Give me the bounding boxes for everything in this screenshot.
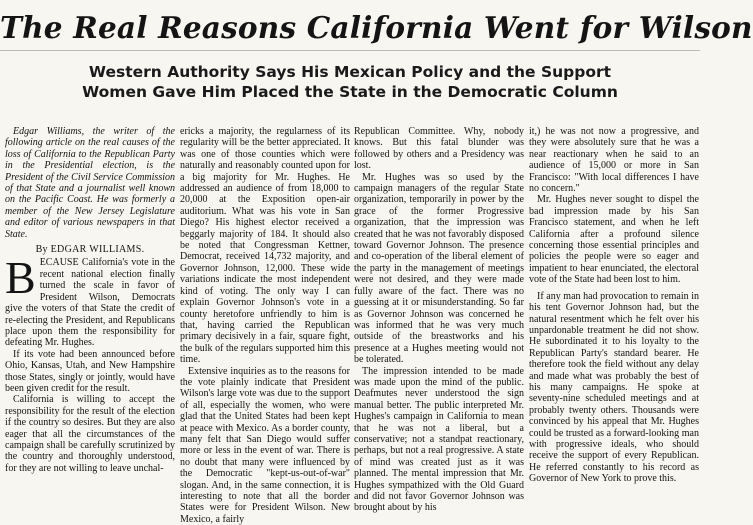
subhead-line-2: Women Gave Him Placed the State in the Democratic Column (82, 83, 618, 101)
paragraph: it,) he was not now a progressive, and they were absolutely sure that he was a near reactionary when he said to an audience of 15,000 or more in San Francisco: "With local differences I have no concern." (529, 126, 699, 195)
drop-cap: B (5, 252, 36, 304)
paragraph: ericks a majority, the regularness of its regularity will be the better appreciated. It was one of those counties which were naturally and reasonably counted upon for a big majority for Mr. Hughes. He addressed an audience of from 18,000 to 20,000 at the Exposition open-air auditorium. What was his vote in San Diego? His highest elector received a beggarly majority of 184. It should also be noted that Congressman Kettner, Democrat, received 14,732 majority, and Governor Johnson, 12,000. These wide variations indicate the most independent kind of voting. The only way I can explain Governor Johnson's vote in a county heretofore unfriendly to him is that, having carried the Republican primary decisively in a fair, square fight, the bulk of the regulars supported him this time. (180, 126, 350, 366)
headline: The Real Reasons California Went for Wilson (0, 10, 753, 45)
paragraph: Extensive inquiries as to the reasons for the vote plainly indicate that President Wilson's large vote was due to the support of all, especially the women, who were glad that the United States had been kept at peace with Mexico. As a border county, many felt that San Diego would suffer more or less in the event of war. There is no doubt that many were influenced by the Democratic "kept-us-out-of-war" slogan. And, in the same connection, it is interesting to note that all the border States were for President Wilson. New Mexico, a fairly (180, 365, 350, 525)
paragraph: If its vote had been announced before Ohio, Kansas, Utah, and New Hampshire those States, singly or jointly, would have been given credit for the result. (5, 348, 175, 394)
paragraph: California is willing to accept the responsibility for the result of the election if the country so desires. But they are also eager that all the circumstances of the campaign shall be carefully scrutinized by the country and thoroughly understood, for they are not willing to leave unchal- (5, 394, 175, 474)
paragraph: Mr. Hughes never sought to dispel the bad impression made by his San Francisco statement, and when he left California after a profound silence concerning those essential principles and policies the people were so eager and impatient to hear enunciated, the electoral vote of the State had been lost to him. (529, 194, 699, 286)
paragraph: The impression intended to be made was made upon the mind of the public. Deafmutes never understood the sign manual better. The public interpreted Mr. Hughes's campaign in California to mean that he was not a liberal, but a conservative; not a standpat reactionary, perhaps, but not a real progressive. A state of mind was created just as it was planned. The mental impression that Mr. Hughes sympathized with the Old Guard and did not favor Governor Johnson was brought about by his (354, 365, 524, 514)
headline-rule (0, 50, 700, 51)
article-column-1 (5, 126, 175, 474)
article-column-2 (180, 126, 350, 525)
paragraph: Republican Committee. Why, nobody knows. But this fatal blunder was followed by others and a Presidency was lost. (354, 126, 524, 172)
paragraph: Mr. Hughes was so used by the campaign managers of the regular State organization, temporarily in power by the grace of the former Progressive organization, that the impression was created that he was not favorably disposed toward Governor Johnson. The presence and co-operation of the liberal element of the party in the management of meetings were not desired, and they were made fully aware of the fact. There was no guessing at it or misunderstanding. So far as Governor Johnson was concerned he was informed that he was very much outside of the breastworks and his presence at a Hughes meeting would not be tolerated. (354, 171, 524, 366)
lead-paragraph: ECAUSE California's vote in the recent national election finally turned the scale in favor of President Wilson, Democrats give the voters of that State the credit of re-electing the President, and Republicans place upon them the responsibility for defeating Mr. Hughes. (5, 257, 175, 349)
subhead-line-1: Western Authority Says His Mexican Policy and the Support (88, 63, 612, 81)
subheadline (40, 62, 660, 102)
article-column-4 (529, 126, 699, 485)
paragraph: If any man had provocation to remain in his tent Governor Johnson had, but the natural resentment which he felt over his unpardonable treatment he did not show. He subordinated it to his loyalty to the Republican Party's standard bearer. He therefore took the field without any delay and made what was probably the best of his many campaigns. He spoke at seventy-nine scheduled meetings and at probably twenty others. Thousands were convinced by his appeal that Mr. Hughes could be trusted as a forward-looking man with progressive ideals, who should receive the support of every Republican. He referred constantly to his record as Governor of New York to prove this. (529, 290, 699, 485)
article-column-3 (354, 126, 524, 514)
lead-paragraph-wrap (5, 252, 175, 349)
editor-intro: Edgar Williams, the writer of the following article on the real causes of the loss of California to the Republican Party in the Presidential election, is the President of the Civil Service Commission of that State and a journalist well known on the Pacific Coast. He was formerly a member of the New Jersey Legislature and editor of various newspapers in that State. (5, 126, 175, 240)
byline: By EDGAR WILLIAMS. (35, 244, 145, 256)
